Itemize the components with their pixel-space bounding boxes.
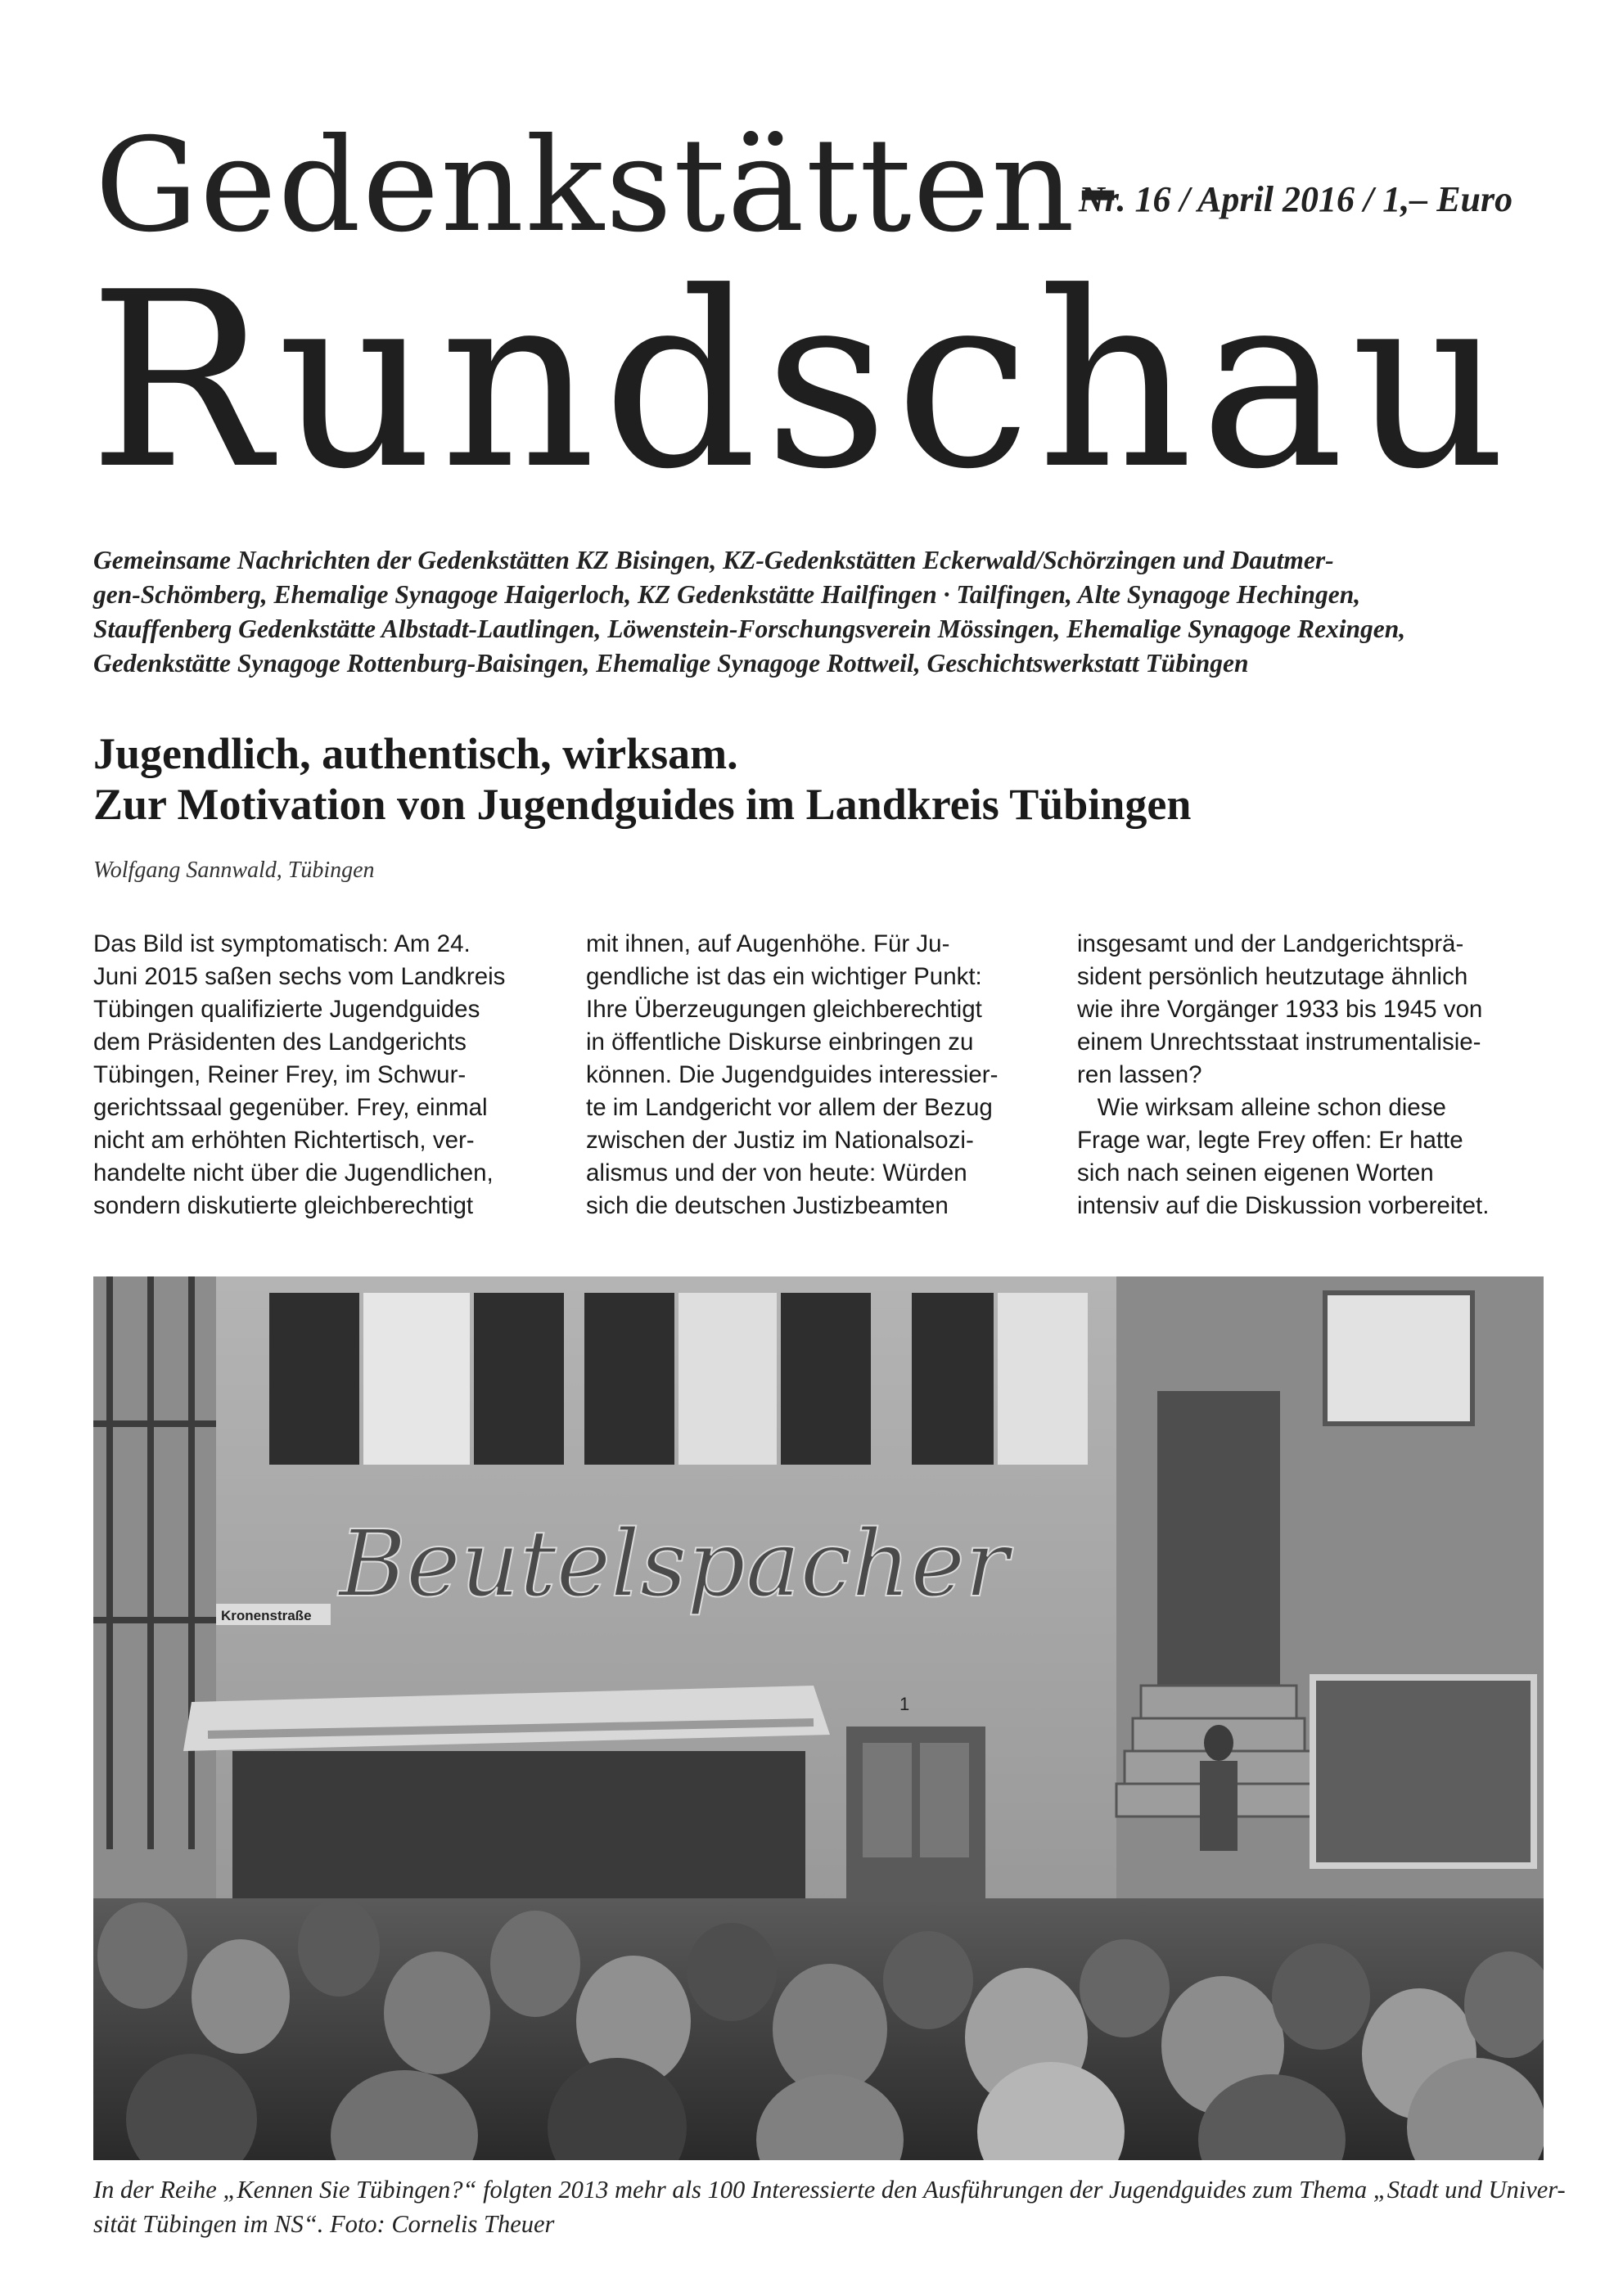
column-line: können. Die Jugendguides interessier- bbox=[586, 1061, 999, 1088]
headline-line: Zur Motivation von Jugendguides im Landkreis Tübingen bbox=[93, 780, 1192, 829]
column-line: Ihre Überzeugungen gleichberechtigt bbox=[586, 996, 982, 1023]
subtitle-line: Gedenkstätte Synagoge Rottenburg-Baisingen, Ehemalige Synagoge Rottweil, Geschichtswerkstatt Tübingen bbox=[93, 649, 1249, 678]
caption-line: In der Reihe „Kennen Sie Tübingen?“ folgten 2013 mehr als 100 Interessierte den Ausführungen der Jugendguides zum Thema „Stadt und Univer- bbox=[93, 2176, 1566, 2204]
street-sign: Kronenstraße bbox=[221, 1608, 312, 1623]
right-window-top bbox=[1325, 1293, 1472, 1424]
column-line: sondern diskutierte gleichberechtigt bbox=[93, 1192, 474, 1219]
column-line: Frage war, legte Frey offen: Er hatte bbox=[1077, 1127, 1463, 1154]
archway-door bbox=[1157, 1391, 1280, 1686]
right-window-bottom bbox=[1313, 1677, 1534, 1866]
column-line: te im Landgericht vor allem der Bezug bbox=[586, 1094, 993, 1121]
article-author: Wolfgang Sannwald, Tübingen bbox=[93, 858, 375, 883]
shop-sign: Beutelspacher bbox=[339, 1511, 1009, 1618]
column-line: in öffentliche Diskurse einbringen zu bbox=[586, 1029, 974, 1056]
issue-info: Nr. 16 / April 2016 / 1,– Euro bbox=[1079, 179, 1513, 219]
column-line: Wie wirksam alleine schon diese bbox=[1077, 1094, 1446, 1121]
column-line: Das Bild ist symptomatisch: Am 24. bbox=[93, 930, 471, 957]
speaker-body bbox=[1200, 1761, 1238, 1851]
column-line: einem Unrechtsstaat instrumentalisie- bbox=[1077, 1029, 1481, 1056]
subtitle-line: Gemeinsame Nachrichten der Gedenkstätten KZ Bisingen, KZ-Gedenkstätten Eckerwald/Schörzingen und Dautmer- bbox=[93, 546, 1334, 574]
street-scene-photo bbox=[93, 1276, 1544, 2160]
upper-windows bbox=[269, 1293, 1088, 1465]
article-photo bbox=[93, 1276, 1544, 2160]
column-line: gerichtssaal gegenüber. Frey, einmal bbox=[93, 1094, 488, 1121]
column-line: sich die deutschen Justizbeamten bbox=[586, 1192, 949, 1219]
caption-line: sität Tübingen im NS“. Foto: Cornelis Theuer bbox=[93, 2210, 555, 2238]
column-line: insgesamt und der Landgerichtsprä- bbox=[1077, 930, 1464, 957]
column-line: handelte nicht über die Jugendlichen, bbox=[93, 1159, 494, 1186]
column-line: alismus und der von heute: Würden bbox=[586, 1159, 967, 1186]
column-line: dem Präsidenten des Landgerichts bbox=[93, 1029, 467, 1056]
masthead-title-line-1: Gedenkstätten- bbox=[95, 110, 1122, 261]
photo-caption bbox=[93, 2172, 1566, 2241]
column-line: ren lassen? bbox=[1077, 1061, 1202, 1088]
article-column-2 bbox=[586, 928, 1018, 1222]
headline-line: Jugendlich, authentisch, wirksam. bbox=[93, 729, 738, 778]
masthead-title-line-2: Rundschau bbox=[88, 240, 1514, 522]
subtitle-line: Stauffenberg Gedenkstätte Albstadt-Lautlingen, Löwenstein-Forschungsverein Mössingen, Ehemalige Synagoge Rexingen, bbox=[93, 615, 1406, 643]
subtitle-line: gen-Schömberg, Ehemalige Synagoge Haigerloch, KZ Gedenkstätte Hailfingen · Tailfingen, Alte Synagoge Hechingen, bbox=[93, 580, 1361, 609]
article-headline bbox=[93, 728, 1550, 830]
column-line: intensiv auf die Diskussion vorbereitet. bbox=[1077, 1192, 1490, 1219]
column-line: zwischen der Justiz im Nationalsozi- bbox=[586, 1127, 974, 1154]
column-line: gendliche ist das ein wichtiger Punkt: bbox=[586, 963, 982, 990]
column-line: mit ihnen, auf Augenhöhe. Für Ju- bbox=[586, 930, 950, 957]
column-line: wie ihre Vorgänger 1933 bis 1945 von bbox=[1077, 996, 1483, 1023]
column-line: Tübingen, Reiner Frey, im Schwur- bbox=[93, 1061, 467, 1088]
house-number: 1 bbox=[899, 1694, 910, 1714]
column-line: sich nach seinen eigenen Worten bbox=[1077, 1159, 1434, 1186]
article-column-3 bbox=[1077, 928, 1509, 1222]
column-line: Juni 2015 saßen sechs vom Landkreis bbox=[93, 963, 506, 990]
article-column-1 bbox=[93, 928, 525, 1222]
column-line: nicht am erhöhten Richtertisch, ver- bbox=[93, 1127, 475, 1154]
column-line: Tübingen qualifizierte Jugendguides bbox=[93, 996, 480, 1023]
speaker-head bbox=[1204, 1725, 1233, 1761]
column-line: sident persönlich heutzutage ähnlich bbox=[1077, 963, 1468, 990]
masthead-subtitle bbox=[93, 543, 1542, 681]
